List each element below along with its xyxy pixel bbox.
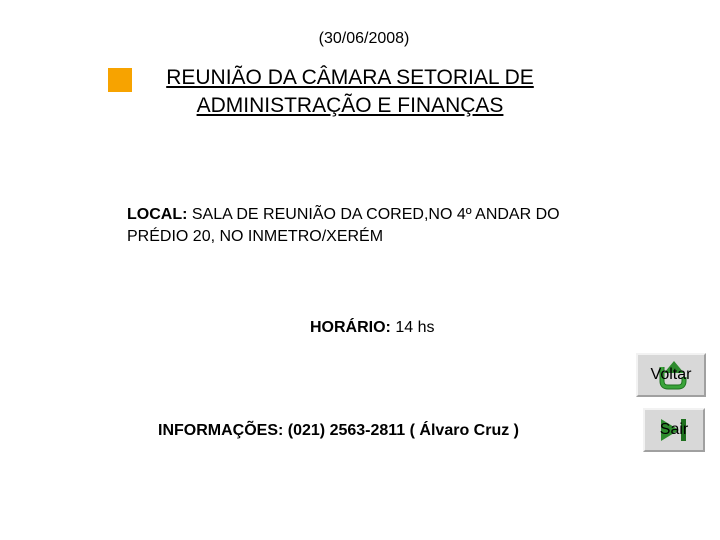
back-button[interactable]: [636, 353, 706, 397]
location-label: LOCAL:: [127, 206, 188, 223]
schedule-label: HORÁRIO:: [310, 319, 391, 336]
location-block: [127, 204, 647, 248]
meeting-date: (30/06/2008): [318, 30, 410, 47]
meeting-title: [130, 64, 570, 120]
exit-button-label: Sair: [659, 421, 689, 438]
location-text-line1: SALA DE REUNIÃO DA CORED,NO 4º ANDAR DO: [187, 206, 560, 223]
schedule-block: [310, 319, 434, 337]
meeting-title-line1: REUNIÃO DA CÂMARA SETORIAL DE: [166, 66, 534, 89]
contact-info: INFORMAÇÕES: (021) 2563-2811 ( Álvaro Cruz ): [158, 422, 519, 439]
back-button-label: Voltar: [650, 366, 692, 383]
orange-bullet-square: [108, 68, 132, 92]
meeting-title-line2: ADMINISTRAÇÃO E FINANÇAS: [196, 94, 504, 117]
exit-button[interactable]: [643, 408, 705, 452]
location-text-line2: PRÉDIO 20, NO INMETRO/XERÉM: [127, 228, 384, 245]
schedule-value: 14 hs: [390, 319, 435, 336]
